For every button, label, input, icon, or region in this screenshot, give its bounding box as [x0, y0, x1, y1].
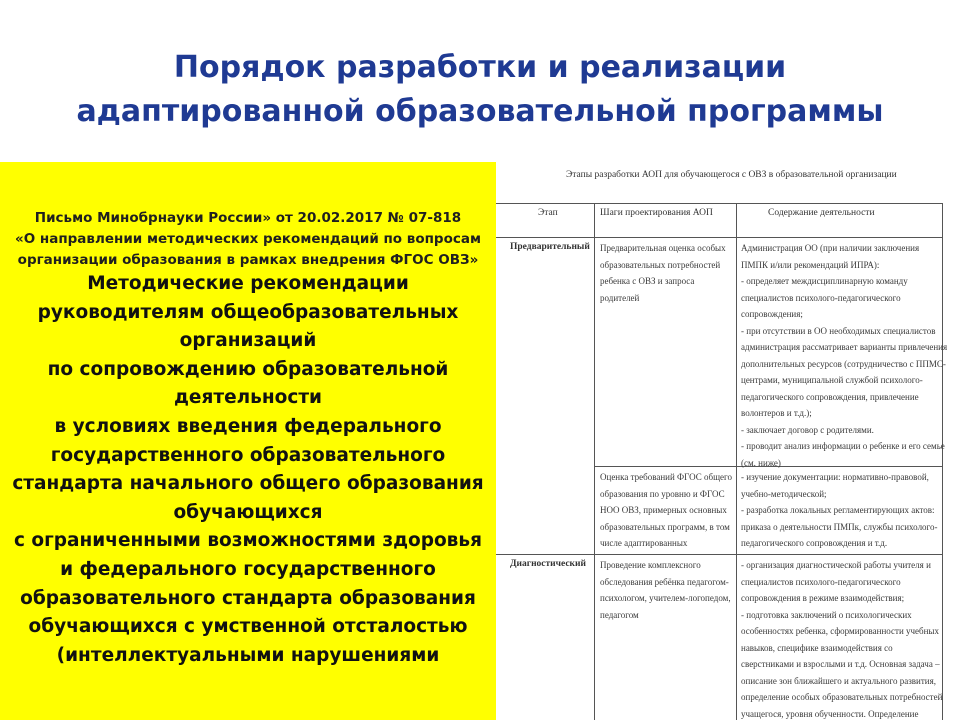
step-cell: Проведение комплексного обследования ребёнка педагогом- психологом, учителем-логопедом, педагогом	[600, 560, 731, 620]
stage-preliminary: Предварительный	[510, 242, 590, 252]
rec-line: руководителям общеобразовательных	[37, 301, 459, 323]
row-divider	[496, 554, 943, 555]
stage-diagnostic: Диагностический	[510, 559, 586, 569]
rec-line: по сопровождению образовательной	[47, 358, 449, 380]
recommendations-text	[0, 270, 496, 670]
rec-line: образовательного стандарта образования	[20, 587, 476, 609]
rec-line: Методические рекомендации	[87, 273, 409, 294]
step-cell: Предварительная оценка особых образовательных потребностей ребенка с ОВЗ и запроса родителей	[600, 243, 726, 303]
title-line-1: Порядок разработки и реализации	[173, 50, 787, 85]
title-line-2: адаптированной образовательной программы	[76, 94, 884, 129]
document-scan	[496, 162, 960, 720]
content-cell: - изучение документации: нормативно-правовой, учебно-методической; - разработка локальных регламентирующих актов: приказа о деятельности ПМПк, службы психолого- педагогического сопровождения и т.д.	[741, 472, 938, 548]
slide-title	[0, 46, 960, 134]
letter-line-3: организации образования в рамках внедрения ФГОС ОВЗ»	[17, 252, 479, 268]
rec-line: и федерального государственного	[60, 558, 436, 580]
letter-reference	[0, 208, 496, 271]
rec-line: (интеллектуальными нарушениями	[56, 644, 440, 666]
content-cell: Администрация ОО (при наличии заключения ПМПК и/или рекомендаций ИПРА): - определяет междисциплинарную команду специалистов психолого-педагогического сопровождения; - при отсутствии в ОО необходимых специалистов администрация рассматривает варианты привлечения дополнительных ресурсов (сотрудничество с ППМС- центрами, муниципальной службой психолого- педагогического сопровождения, привлечение волонтеров и т.д.); - заключает договор с родителями. - проводит анализ информации о ребенке и его семье (см. ниже)	[741, 243, 948, 468]
header-divider	[496, 237, 943, 238]
letter-line-1: Письмо Минобрнауки России» от 20.02.2017 № 07-818	[34, 210, 462, 226]
rec-line: организаций	[179, 330, 317, 352]
header-stage: Этап	[538, 208, 558, 218]
content-cell: - организация диагностической работы учителя и специалистов психолого-педагогического сопровождения в режиме взаимодействия; - подготовка заключений о психологических особенностях ребенка, сформированности учебных навыков, специфике взаимодействия со сверстниками и взрослыми и т.д. Основная задача – описание зон ближайшего и актуального развития, определение особых образовательных потребностей учащегося, уровня обученности. Определение	[741, 560, 943, 719]
rec-line: обучающихся с умственной отсталостью	[28, 616, 468, 638]
rec-line: стандарта начального общего образования	[12, 473, 484, 495]
table-border-top	[496, 203, 943, 204]
header-steps: Шаги проектирования АОП	[600, 208, 713, 218]
letter-line-2: «О направлении методических рекомендаций по вопросам	[14, 231, 482, 247]
column-divider	[594, 203, 595, 720]
table-title: Этапы разработки АОП для обучающегося с ОВЗ в образовательной организации	[566, 170, 897, 180]
rec-line: в условиях введения федерального	[54, 415, 442, 437]
rec-line: государственного образовательного	[50, 444, 446, 466]
rec-line: обучающихся	[173, 501, 323, 523]
rec-line: деятельности	[173, 387, 323, 409]
header-content: Содержание деятельности	[768, 208, 875, 218]
rec-line: с ограниченными возможностями здоровья	[14, 530, 482, 552]
step-cell: Оценка требований ФГОС общего образования по уровню и ФГОС НОО ОВЗ, примерных основных образовательных программ, в том числе адаптированных	[600, 472, 732, 548]
column-divider	[736, 203, 737, 720]
